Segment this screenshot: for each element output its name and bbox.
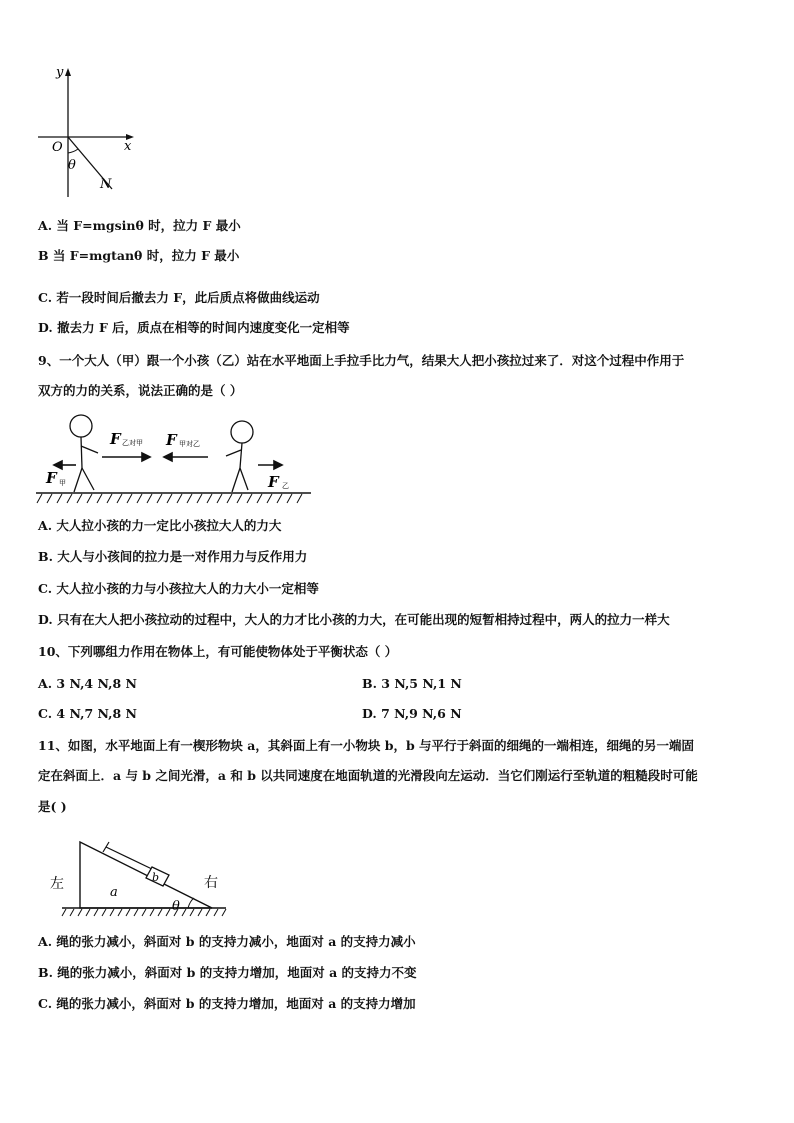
wedge-a	[80, 842, 212, 908]
theta-label: θ	[68, 158, 76, 173]
label-f-jia-dui-yi: F	[166, 431, 177, 449]
q10-option-b: B. 3 N,5 N,1 N	[362, 676, 462, 691]
q11-stem-line3: 是( )	[38, 799, 67, 814]
q9-option-c: C. 大人拉小孩的力与小孩拉大人的力大小一定相等	[38, 581, 319, 596]
n-label: N	[100, 177, 112, 192]
q9-stem-line1: 9、一个大人（甲）跟一个小孩（乙）站在水平地面上手拉手比力气，结果大人把小孩拉过来了．对这个过程中作用于	[38, 353, 685, 368]
axes-figure	[30, 62, 140, 197]
q8-option-d: D. 撤去力 F 后，质点在相等的时间内速度变化一定相等	[38, 320, 350, 335]
q11-option-b: B. 绳的张力减小，斜面对 b 的支持力增加，地面对 a 的支持力不变	[38, 965, 417, 980]
q9-option-b: B. 大人与小孩间的拉力是一对作用力与反作用力	[38, 549, 308, 564]
label-theta: θ	[172, 899, 180, 914]
label-right: 右	[204, 875, 218, 891]
label-b: b	[152, 871, 160, 884]
origin-label: O	[52, 140, 63, 155]
q9-stem-line2: 双方的力的关系，说法正确的是（ ）	[38, 383, 243, 398]
q10-option-d: D. 7 N,9 N,6 N	[362, 706, 462, 721]
label-f-yi: F	[268, 473, 279, 491]
q9-option-d: D. 只有在大人把小孩拉动的过程中，大人的力才比小孩的力大，在可能出现的短暂相持过程中，两人的拉力一样大	[38, 612, 670, 627]
q11-stem-line2: 定在斜面上．a 与 b 之间光滑，a 和 b 以共同速度在地面轨道的光滑段向左运动．当它们刚运行至轨道的粗糙段时可能	[38, 768, 698, 783]
q8-option-a: A. 当 F=mgsinθ 时，拉力 F 最小	[38, 218, 241, 233]
adult-figure	[70, 415, 98, 492]
q9-option-a: A. 大人拉小孩的力一定比小孩拉大人的力大	[38, 518, 282, 533]
q11-option-c: C. 绳的张力减小，斜面对 b 的支持力增加，地面对 a 的支持力增加	[38, 996, 416, 1011]
q8-option-c: C. 若一段时间后撤去力 F，此后质点将做曲线运动	[38, 290, 320, 305]
label-a: a	[110, 885, 118, 900]
q10-option-a: A. 3 N,4 N,8 N	[38, 676, 137, 691]
label-f-jia: F	[46, 469, 57, 487]
label-left: 左	[50, 876, 64, 892]
q11-stem-line1: 11、如图，水平地面上有一楔形物块 a，其斜面上有一小物块 b，b 与平行于斜面的细绳的一端相连，细绳的另一端固	[38, 738, 695, 753]
label-sub-yi: 乙	[282, 482, 289, 490]
y-axis-label: y	[56, 65, 64, 80]
label-f-yi-dui-jia: F	[110, 430, 121, 448]
wedge-figure	[48, 830, 238, 920]
label-sub-yi-dui-jia: 乙对甲	[122, 439, 143, 447]
tug-figure	[36, 410, 316, 508]
q8-option-b: B 当 F=mgtanθ 时，拉力 F 最小	[38, 248, 240, 263]
child-figure	[226, 421, 253, 492]
q11-option-a: A. 绳的张力减小，斜面对 b 的支持力减小，地面对 a 的支持力减小	[38, 934, 416, 949]
x-axis-label: x	[124, 139, 132, 154]
q10-option-c: C. 4 N,7 N,8 N	[38, 706, 137, 721]
q10-stem: 10、下列哪组力作用在物体上，有可能使物体处于平衡状态（ ）	[38, 644, 398, 659]
label-sub-jia: 甲	[59, 479, 66, 487]
label-sub-jia-dui-yi: 甲对乙	[179, 440, 200, 448]
